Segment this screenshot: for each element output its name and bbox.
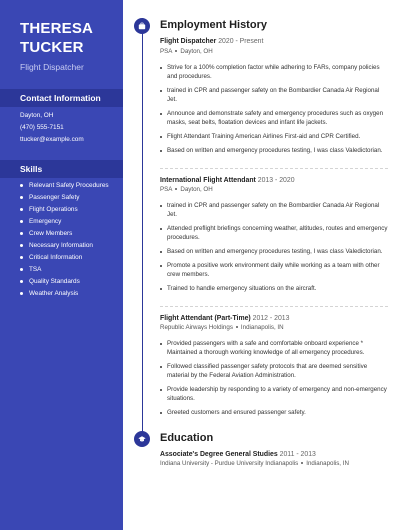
- skills-heading: Skills: [20, 164, 43, 174]
- job-bullet: trained in CPR and passenger safety on the Bombardier Canada Air Regional Jet.: [160, 86, 388, 104]
- job-company: PSA: [160, 48, 173, 55]
- job-bullet: Provide leadership by responding to a variety of emergency and non-emergency situations.: [160, 385, 388, 403]
- job-dates: 2012 - 2013: [252, 315, 290, 322]
- job-divider: [160, 306, 388, 307]
- skill-item: Critical Information: [20, 253, 120, 265]
- skill-item: Necessary Information: [20, 241, 120, 253]
- job-3-title: [160, 315, 289, 322]
- last-name: TUCKER: [20, 39, 84, 56]
- education-dates: 2011 - 2013: [279, 451, 316, 458]
- skills-list: [20, 181, 120, 301]
- education-title: [160, 451, 316, 458]
- skill-item: Relevant Safety Procedures: [20, 181, 120, 193]
- skill-item: Crew Members: [20, 229, 120, 241]
- job-bullet: Flight Attendant Training American Airlines First-aid and CPR Certified.: [160, 132, 388, 141]
- briefcase-icon: [134, 18, 150, 34]
- job-role: International Flight Attendant: [160, 177, 256, 184]
- contact-heading: Contact Information: [20, 93, 101, 103]
- contact-location: Dayton, OH: [20, 112, 54, 119]
- skill-item: Flight Operations: [20, 205, 120, 217]
- education-heading: Education: [160, 432, 214, 444]
- job-role: Flight Attendant (Part-Time): [160, 315, 251, 322]
- job-bullet: Provided passengers with a safe and comfortable onboard experience * Maintained a thorough working knowledge of all emergency procedures.: [160, 339, 388, 357]
- skill-item: Emergency: [20, 217, 120, 229]
- job-title-headline: Flight Dispatcher: [20, 62, 84, 72]
- job-company: Republic Airways Holdings: [160, 324, 233, 331]
- job-1-meta: [160, 48, 213, 55]
- skill-item: Weather Analysis: [20, 289, 120, 301]
- job-1-title: [160, 38, 263, 45]
- skill-item: TSA: [20, 265, 120, 277]
- job-location: Dayton, OH: [180, 48, 213, 55]
- job-bullet: trained in CPR and passenger safety on the Bombardier Canada Air Regional Jet.: [160, 201, 388, 219]
- job-role: Flight Dispatcher: [160, 38, 217, 45]
- sidebar: [0, 0, 123, 530]
- contact-email[interactable]: ttucker@example.com: [20, 136, 84, 143]
- education-school: Indiana University - Purdue University Indianapolis: [160, 460, 299, 467]
- candidate-name: [20, 19, 93, 57]
- job-bullet: Promote a positive work environment daily while working as a team with other crew members.: [160, 261, 388, 279]
- job-company: PSA: [160, 186, 173, 193]
- job-dates: 2020 - Present: [218, 38, 264, 45]
- first-name: THERESA: [20, 20, 94, 37]
- skills-heading-band: [0, 160, 123, 178]
- job-3-meta: [160, 324, 284, 331]
- job-bullet: Based on written and emergency procedures testing, I was class Valedictorian.: [160, 146, 388, 155]
- skill-item: Passenger Safety: [20, 193, 120, 205]
- skill-item: Quality Standards: [20, 277, 120, 289]
- graduation-cap-icon: [134, 431, 150, 447]
- job-2-meta: [160, 186, 213, 193]
- job-3-bullets: [160, 339, 388, 417]
- contact-heading-band: [0, 89, 123, 107]
- job-bullet: Strive for a 100% completion factor while adhering to FARs, company policies and procedures.: [160, 63, 388, 81]
- job-location: Indianapolis, IN: [240, 324, 284, 331]
- job-2-title: [160, 177, 295, 184]
- job-dates: 2013 - 2020: [257, 177, 295, 184]
- education-location: Indianapolis, IN: [306, 460, 349, 467]
- contact-phone: (470) 555-7151: [20, 124, 64, 131]
- job-bullet: Announce and demonstrate safety and emergency procedures such as oxygen masks, seat belts, floatation devices and infant life jackets.: [160, 109, 388, 127]
- employment-heading: Employment History: [160, 19, 267, 31]
- timeline-line: [142, 18, 143, 440]
- job-bullet: Attended preflight briefings concerning weather, altitudes, routes and emergency procedures.: [160, 224, 388, 242]
- job-bullet: Greeted customers and ensured passenger safety.: [160, 408, 388, 417]
- job-location: Dayton, OH: [180, 186, 213, 193]
- education-degree: Associate's Degree General Studies: [160, 451, 278, 458]
- education-meta: [160, 460, 349, 467]
- job-2-bullets: [160, 201, 388, 293]
- job-bullet: Trained to handle emergency situations on the aircraft.: [160, 284, 388, 293]
- job-1-bullets: [160, 63, 388, 155]
- job-bullet: Followed classified passenger safety protocols that are deemed sensitive material by the Federal Aviation Administration.: [160, 362, 388, 380]
- job-divider: [160, 168, 388, 169]
- job-bullet: Based on written and emergency procedures testing, I was class Valedictorian.: [160, 247, 388, 256]
